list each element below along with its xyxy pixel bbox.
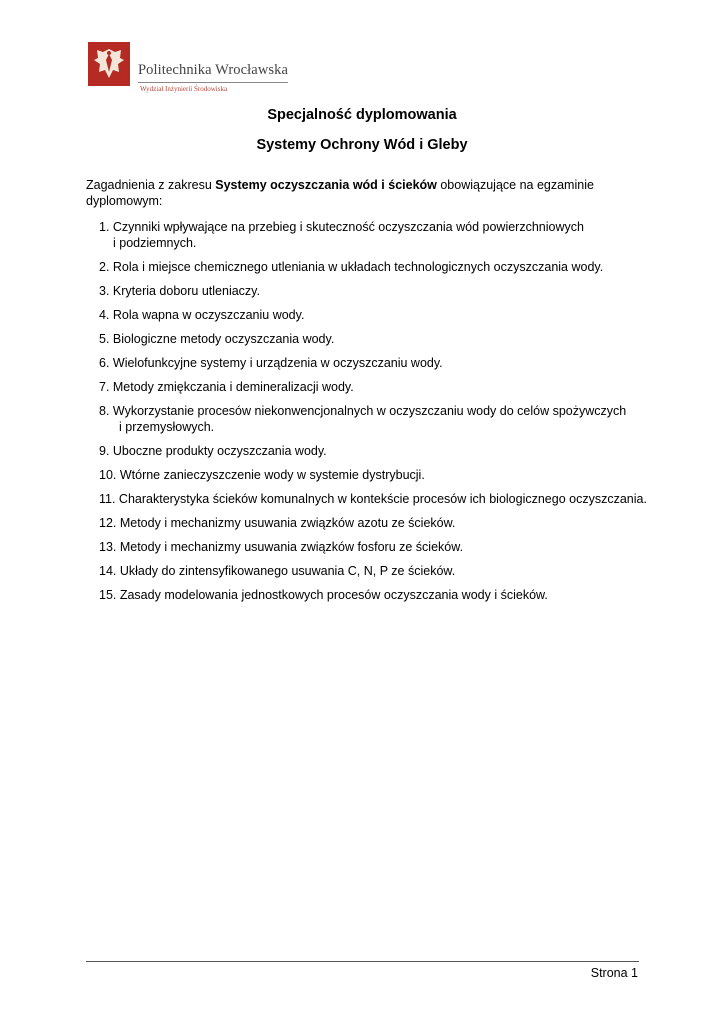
topic-text: 5. Biologiczne metody oczyszczania wody. bbox=[99, 332, 335, 346]
university-name: Politechnika Wrocławska bbox=[138, 62, 289, 78]
list-item bbox=[99, 587, 659, 603]
list-item bbox=[99, 219, 659, 251]
list-item bbox=[99, 355, 659, 371]
topic-text: 10. Wtórne zanieczyszczenie wody w systemie dystrybucji. bbox=[99, 468, 425, 482]
list-item bbox=[99, 515, 659, 531]
topic-text: 6. Wielofunkcyjne systemy i urządzenia w oczyszczaniu wody. bbox=[99, 356, 443, 370]
document-title: Specjalność dyplomowania bbox=[267, 107, 457, 123]
page-number: Strona 1 bbox=[590, 966, 638, 980]
logo-divider bbox=[138, 82, 288, 83]
list-item bbox=[99, 539, 659, 555]
topic-text: 2. Rola i miejsce chemicznego utleniania w układach technologicznych oczyszczania wody. bbox=[99, 260, 604, 274]
list-item bbox=[99, 331, 659, 347]
list-item bbox=[99, 491, 659, 507]
intro-prefix: Zagadnienia z zakresu bbox=[86, 178, 216, 192]
list-item bbox=[99, 307, 659, 323]
topic-text: 9. Uboczne produkty oczyszczania wody. bbox=[99, 444, 327, 458]
intro-suffix: obowiązujące na egzaminie dyplomowym: bbox=[86, 178, 594, 208]
topic-text: 4. Rola wapna w oczyszczaniu wody. bbox=[99, 308, 305, 322]
topic-text: 15. Zasady modelowania jednostkowych procesów oczyszczania wody i ścieków. bbox=[99, 588, 548, 602]
topic-text: 7. Metody zmiękczania i demineralizacji wody. bbox=[99, 380, 354, 394]
intro-paragraph bbox=[86, 177, 646, 209]
topic-text: 3. Kryteria doboru utleniaczy. bbox=[99, 284, 260, 298]
footer-divider bbox=[86, 961, 639, 962]
list-item bbox=[99, 283, 659, 299]
topic-text: 12. Metody i mechanizmy usuwania związków azotu ze ścieków. bbox=[99, 516, 456, 530]
document-subtitle: Systemy Ochrony Wód i Gleby bbox=[256, 137, 468, 153]
topic-continuation: i podziemnych. bbox=[113, 236, 197, 250]
list-item bbox=[99, 563, 659, 579]
eagle-crest-icon bbox=[88, 42, 130, 86]
topics-list bbox=[99, 219, 659, 611]
list-item bbox=[99, 443, 659, 459]
topic-text: 13. Metody i mechanizmy usuwania związków fosforu ze ścieków. bbox=[99, 540, 464, 554]
list-item bbox=[99, 403, 659, 435]
topic-continuation: i przemysłowych. bbox=[119, 420, 215, 434]
intro-emphasis: Systemy oczyszczania wód i ścieków bbox=[215, 178, 437, 192]
topic-text: 14. Układy do zintensyfikowanego usuwania C, N, P ze ścieków. bbox=[99, 564, 456, 578]
topic-text: 11. Charakterystyka ścieków komunalnych w kontekście procesów ich biologicznego oczyszczania. bbox=[99, 492, 647, 506]
topic-text: 8. Wykorzystanie procesów niekonwencjonalnych w oczyszczaniu wody do celów spożywczych bbox=[99, 404, 627, 418]
faculty-name: Wydział Inżynierii Środowiska bbox=[140, 85, 228, 93]
topic-text: 1. Czynniki wpływające na przebieg i skuteczność oczyszczania wód powierzchniowych bbox=[99, 220, 584, 234]
list-item bbox=[99, 379, 659, 395]
university-logo bbox=[86, 42, 296, 98]
list-item bbox=[99, 259, 659, 275]
list-item bbox=[99, 467, 659, 483]
